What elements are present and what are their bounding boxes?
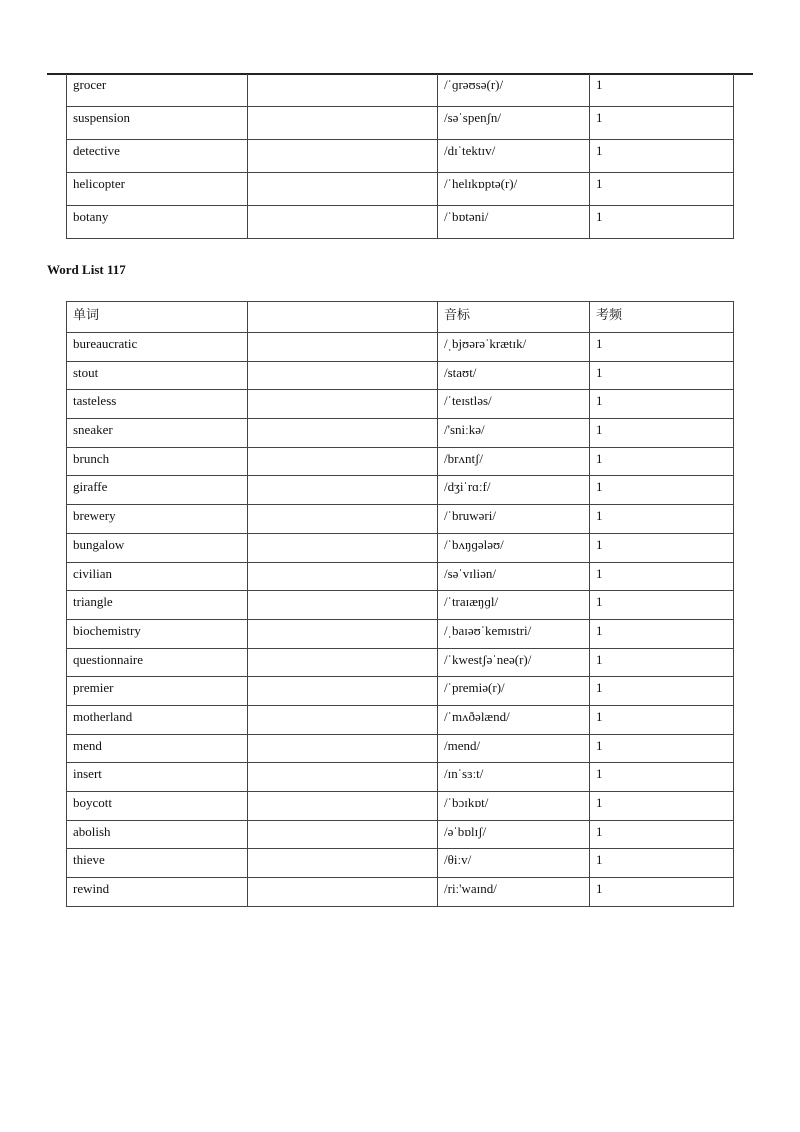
cell-word: grocer — [67, 74, 248, 107]
cell-phonetic: /səˈspenʃn/ — [438, 107, 590, 140]
cell-phonetic: /əˈbɒlɪʃ/ — [438, 820, 590, 849]
table-header-row — [67, 302, 734, 333]
cell-frequency: 1 — [590, 505, 734, 534]
header-meaning — [248, 302, 438, 333]
table-row — [67, 648, 734, 677]
cell-phonetic: /brʌntʃ/ — [438, 447, 590, 476]
table-row — [67, 533, 734, 562]
cell-meaning — [248, 763, 438, 792]
cell-meaning — [248, 390, 438, 419]
cell-meaning — [248, 140, 438, 173]
cell-frequency: 1 — [590, 206, 734, 239]
cell-meaning — [248, 107, 438, 140]
table-row — [67, 419, 734, 448]
previous-word-table — [66, 74, 734, 239]
cell-frequency: 1 — [590, 390, 734, 419]
cell-phonetic: /θiːv/ — [438, 849, 590, 878]
cell-word: mend — [67, 734, 248, 763]
cell-frequency: 1 — [590, 107, 734, 140]
cell-phonetic: /dɪˈtektɪv/ — [438, 140, 590, 173]
cell-word: sneaker — [67, 419, 248, 448]
header-frequency: 考频 — [590, 302, 734, 333]
cell-word: detective — [67, 140, 248, 173]
cell-phonetic: /ˈkwestʃəˈneə(r)/ — [438, 648, 590, 677]
cell-frequency: 1 — [590, 820, 734, 849]
cell-word: brunch — [67, 447, 248, 476]
header-word: 单词 — [67, 302, 248, 333]
cell-meaning — [248, 734, 438, 763]
cell-phonetic: /staʊt/ — [438, 361, 590, 390]
table-row — [67, 820, 734, 849]
table-row — [67, 206, 734, 239]
cell-word: abolish — [67, 820, 248, 849]
table-row — [67, 476, 734, 505]
cell-frequency: 1 — [590, 173, 734, 206]
cell-phonetic: /mend/ — [438, 734, 590, 763]
cell-phonetic: /ˈɡrəʊsə(r)/ — [438, 74, 590, 107]
cell-word: tasteless — [67, 390, 248, 419]
table-row — [67, 792, 734, 821]
table-row — [67, 74, 734, 107]
cell-word: insert — [67, 763, 248, 792]
cell-frequency: 1 — [590, 619, 734, 648]
cell-meaning — [248, 849, 438, 878]
cell-phonetic: /ˈteɪstləs/ — [438, 390, 590, 419]
cell-word: premier — [67, 677, 248, 706]
cell-frequency: 1 — [590, 140, 734, 173]
cell-word: bungalow — [67, 533, 248, 562]
cell-meaning — [248, 206, 438, 239]
cell-word: bureaucratic — [67, 333, 248, 362]
cell-phonetic: /ˈhelɪkɒptə(r)/ — [438, 173, 590, 206]
cell-word: stout — [67, 361, 248, 390]
cell-word: biochemistry — [67, 619, 248, 648]
table-row — [67, 333, 734, 362]
cell-phonetic: /ˈbɒtəni/ — [438, 206, 590, 239]
cell-meaning — [248, 677, 438, 706]
cell-meaning — [248, 820, 438, 849]
cell-frequency: 1 — [590, 677, 734, 706]
cell-word: giraffe — [67, 476, 248, 505]
table-row — [67, 107, 734, 140]
cell-phonetic: /ˈmʌðəlænd/ — [438, 705, 590, 734]
cell-meaning — [248, 505, 438, 534]
cell-phonetic: /dʒiˈrɑːf/ — [438, 476, 590, 505]
previous-word-table-body — [67, 74, 734, 239]
cell-meaning — [248, 419, 438, 448]
cell-phonetic: /'sniːkə/ — [438, 419, 590, 448]
cell-phonetic: /riː'waɪnd/ — [438, 878, 590, 907]
cell-word: helicopter — [67, 173, 248, 206]
cell-meaning — [248, 74, 438, 107]
table-row — [67, 878, 734, 907]
cell-frequency: 1 — [590, 74, 734, 107]
table-row — [67, 677, 734, 706]
cell-meaning — [248, 619, 438, 648]
cell-frequency: 1 — [590, 361, 734, 390]
cell-meaning — [248, 705, 438, 734]
cell-meaning — [248, 476, 438, 505]
table-row — [67, 361, 734, 390]
cell-frequency: 1 — [590, 533, 734, 562]
cell-frequency: 1 — [590, 476, 734, 505]
cell-phonetic: /ˈbɔɪkɒt/ — [438, 792, 590, 821]
cell-frequency: 1 — [590, 878, 734, 907]
word-list-117-table-body — [67, 302, 734, 907]
cell-frequency: 1 — [590, 419, 734, 448]
cell-phonetic: /ˈtraɪæŋɡl/ — [438, 591, 590, 620]
cell-meaning — [248, 173, 438, 206]
word-list-title: Word List 117 — [47, 262, 126, 277]
cell-word: questionnaire — [67, 648, 248, 677]
cell-meaning — [248, 591, 438, 620]
cell-meaning — [248, 878, 438, 907]
cell-word: suspension — [67, 107, 248, 140]
cell-phonetic: /ˈpremiə(r)/ — [438, 677, 590, 706]
table-row — [67, 562, 734, 591]
cell-frequency: 1 — [590, 333, 734, 362]
table-row — [67, 140, 734, 173]
cell-frequency: 1 — [590, 763, 734, 792]
cell-meaning — [248, 361, 438, 390]
cell-meaning — [248, 562, 438, 591]
table-row — [67, 734, 734, 763]
cell-meaning — [248, 533, 438, 562]
header-phonetic: 音标 — [438, 302, 590, 333]
cell-phonetic: /ˈbʌŋɡələʊ/ — [438, 533, 590, 562]
table-row — [67, 447, 734, 476]
cell-word: rewind — [67, 878, 248, 907]
table-row — [67, 173, 734, 206]
cell-word: triangle — [67, 591, 248, 620]
cell-frequency: 1 — [590, 705, 734, 734]
cell-phonetic: /ˈbruwəri/ — [438, 505, 590, 534]
cell-meaning — [248, 333, 438, 362]
cell-phonetic: /səˈvɪliən/ — [438, 562, 590, 591]
table-row — [67, 619, 734, 648]
cell-frequency: 1 — [590, 447, 734, 476]
cell-word: brewery — [67, 505, 248, 534]
table-row — [67, 591, 734, 620]
table-row — [67, 849, 734, 878]
cell-phonetic: /ɪnˈsɜːt/ — [438, 763, 590, 792]
cell-frequency: 1 — [590, 792, 734, 821]
cell-phonetic: /ˌbjʊərəˈkrætɪk/ — [438, 333, 590, 362]
table-row — [67, 390, 734, 419]
table-row — [67, 763, 734, 792]
cell-meaning — [248, 447, 438, 476]
word-list-117-table — [66, 301, 734, 907]
cell-phonetic: /ˌbaɪəʊˈkemɪstri/ — [438, 619, 590, 648]
cell-word: thieve — [67, 849, 248, 878]
cell-frequency: 1 — [590, 591, 734, 620]
cell-word: motherland — [67, 705, 248, 734]
cell-frequency: 1 — [590, 562, 734, 591]
cell-frequency: 1 — [590, 648, 734, 677]
cell-word: civilian — [67, 562, 248, 591]
table-row — [67, 705, 734, 734]
cell-meaning — [248, 648, 438, 677]
cell-frequency: 1 — [590, 734, 734, 763]
table-row — [67, 505, 734, 534]
cell-word: boycott — [67, 792, 248, 821]
cell-frequency: 1 — [590, 849, 734, 878]
cell-word: botany — [67, 206, 248, 239]
cell-meaning — [248, 792, 438, 821]
